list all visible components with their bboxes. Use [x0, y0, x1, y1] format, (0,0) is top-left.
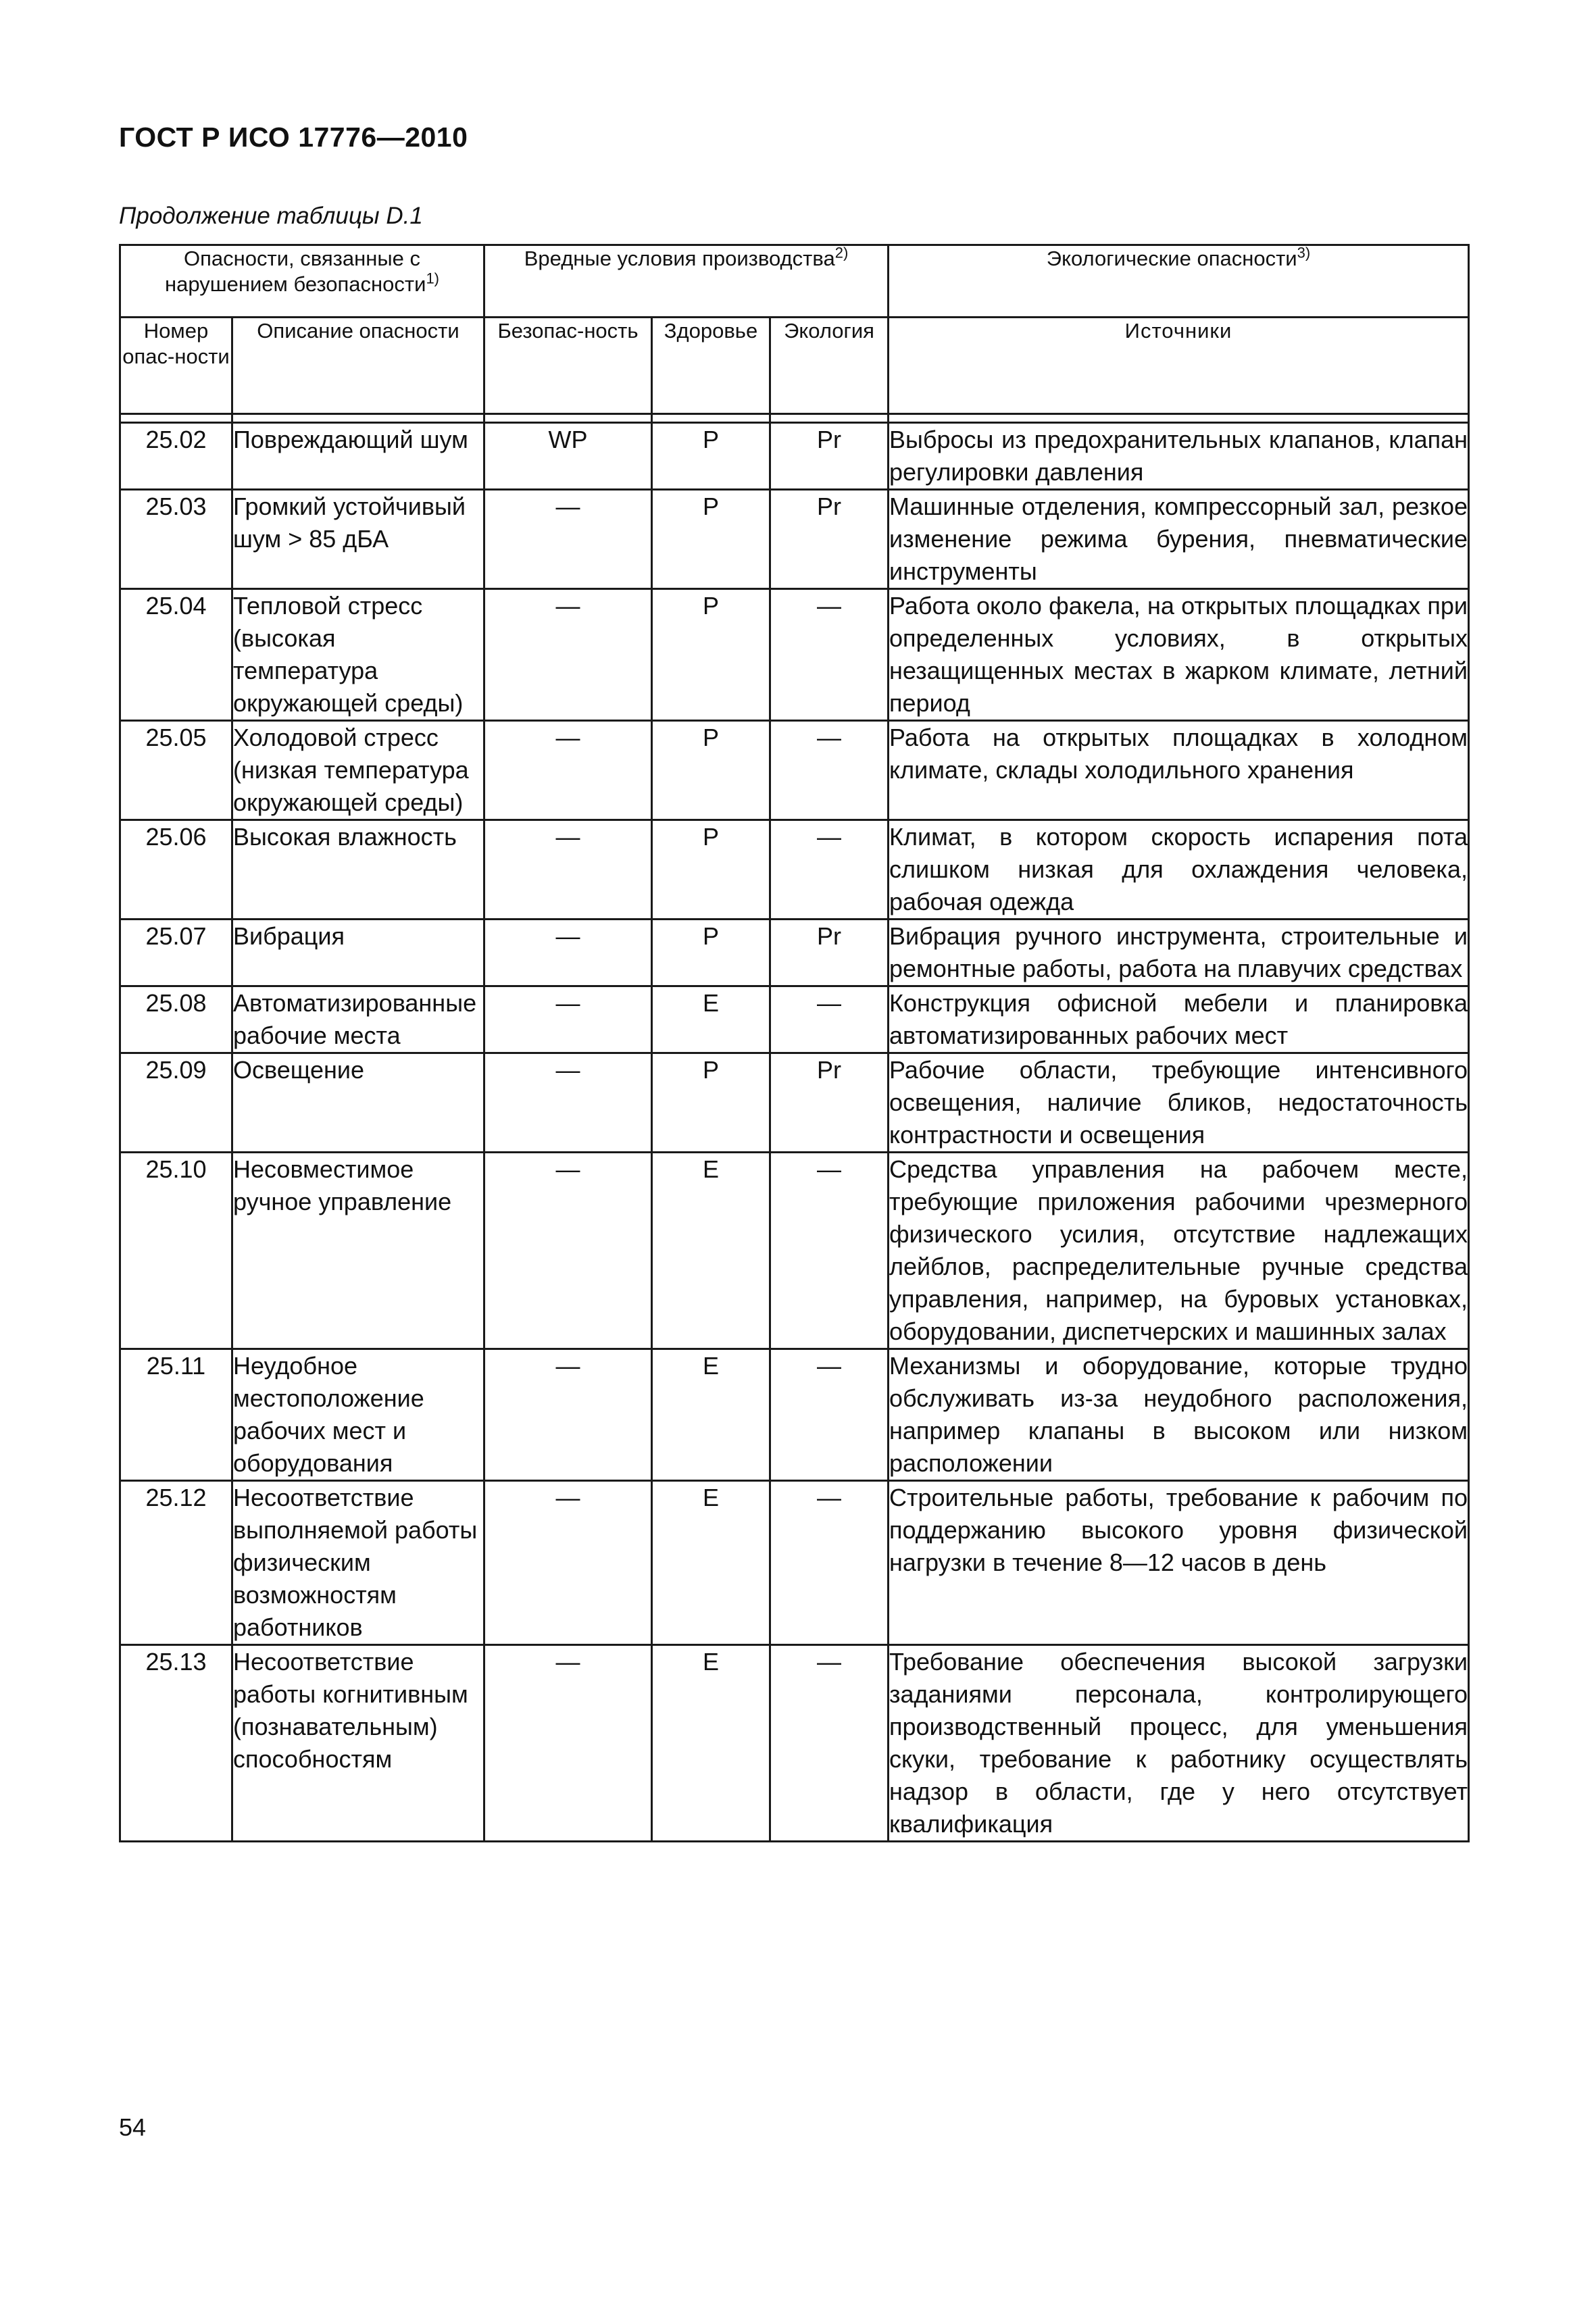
cell-number: 25.06 [120, 820, 232, 920]
cell-description: Неудобное местоположение рабочих мест и оборудования [232, 1349, 484, 1481]
cell-safety: — [484, 986, 652, 1053]
cell-ecology: — [770, 721, 889, 820]
header-group-eco [889, 245, 1469, 318]
cell-description: Громкий устойчивый шум > 85 дБА [232, 490, 484, 589]
cell-sources: Машинные отделения, компрессорный зал, резкое изменение режима бурения, пневматические инструменты [889, 490, 1469, 589]
cell-safety: — [484, 820, 652, 920]
cell-ecology: Pr [770, 1053, 889, 1153]
cell-sources: Вибрация ручного инструмента, строительные и ремонтные работы, работа на плавучих средствах [889, 920, 1469, 986]
cell-number: 25.08 [120, 986, 232, 1053]
header-spacer-row [120, 414, 1469, 423]
document-header: ГОСТ Р ИСО 17776—2010 [119, 122, 468, 153]
cell-safety: — [484, 721, 652, 820]
cell-health: E [652, 986, 770, 1053]
cell-health: E [652, 1349, 770, 1481]
cell-ecology: — [770, 1481, 889, 1645]
header-safety: Безопас-ность [484, 318, 652, 414]
footnote-marker: 2) [834, 244, 849, 261]
cell-safety: — [484, 1349, 652, 1481]
cell-sources: Работа на открытых площадках в холодном климате, склады холодильного хранения [889, 721, 1469, 820]
cell-ecology: — [770, 1645, 889, 1842]
cell-health: P [652, 721, 770, 820]
cell-health: P [652, 423, 770, 490]
page-number: 54 [119, 2113, 147, 2141]
header-sources: Источники [889, 318, 1469, 414]
cell-number: 25.03 [120, 490, 232, 589]
header-row-columns [120, 318, 1469, 414]
cell-health: P [652, 1053, 770, 1153]
cell-sources: Строительные работы, требование к рабочим по поддержанию высокого уровня физической нагрузки в течение 8—12 часов в день [889, 1481, 1469, 1645]
cell-ecology: Pr [770, 423, 889, 490]
table-row [120, 1349, 1469, 1481]
cell-description: Тепловой стресс (высокая температура окружающей среды) [232, 589, 484, 721]
cell-number: 25.11 [120, 1349, 232, 1481]
table-row [120, 490, 1469, 589]
table-caption: Продолжение таблицы D.1 [119, 203, 423, 229]
cell-health: E [652, 1481, 770, 1645]
cell-description: Несоответствие выполняемой работы физическим возможностям работников [232, 1481, 484, 1645]
table-body [120, 423, 1469, 1842]
cell-sources: Выбросы из предохранительных клапанов, клапан регулировки давления [889, 423, 1469, 490]
cell-ecology: — [770, 1349, 889, 1481]
cell-safety: — [484, 589, 652, 721]
hazard-table [119, 244, 1470, 1842]
cell-health: P [652, 820, 770, 920]
table-row [120, 589, 1469, 721]
table-row [120, 1153, 1469, 1349]
cell-sources: Климат, в котором скорость испарения пота слишком низкая для охлаждения человека, рабочая одежда [889, 820, 1469, 920]
cell-ecology: Pr [770, 920, 889, 986]
header-number: Номер опас-ности [120, 318, 232, 414]
cell-number: 25.12 [120, 1481, 232, 1645]
cell-sources: Средства управления на рабочем месте, требующие приложения рабочими чрезмерного физического усилия, отсутствие надлежащих лейблов, распределительные ручные средства управления, например, на буровых установках, оборудовании, диспетчерских и машинных залах [889, 1153, 1469, 1349]
cell-number: 25.04 [120, 589, 232, 721]
cell-safety: WP [484, 423, 652, 490]
cell-safety: — [484, 1053, 652, 1153]
cell-description: Холодовой стресс (низкая температура окружающей среды) [232, 721, 484, 820]
cell-sources: Конструкция офисной мебели и планировка автоматизированных рабочих мест [889, 986, 1469, 1053]
footnote-marker: 3) [1297, 244, 1311, 261]
header-group-harmful-label: Вредные условия производства [524, 247, 835, 270]
cell-sources: Механизмы и оборудование, которые трудно обслуживать из-за неудобного расположения, например клапаны в высоком или низком расположении [889, 1349, 1469, 1481]
cell-safety: — [484, 1153, 652, 1349]
cell-number: 25.13 [120, 1645, 232, 1842]
cell-number: 25.10 [120, 1153, 232, 1349]
cell-ecology: Pr [770, 490, 889, 589]
cell-health: P [652, 589, 770, 721]
cell-health: E [652, 1645, 770, 1842]
footnote-marker: 1) [426, 270, 439, 287]
table-row [120, 721, 1469, 820]
cell-number: 25.07 [120, 920, 232, 986]
table-row [120, 423, 1469, 490]
cell-health: E [652, 1153, 770, 1349]
header-description: Описание опасности [232, 318, 484, 414]
table-row [120, 820, 1469, 920]
cell-ecology: — [770, 589, 889, 721]
table-row [120, 1053, 1469, 1153]
header-group-harmful [484, 245, 889, 318]
header-health: Здоровье [652, 318, 770, 414]
cell-sources: Рабочие области, требующие интенсивного освещения, наличие бликов, недостаточность контрастности и освещения [889, 1053, 1469, 1153]
cell-number: 25.05 [120, 721, 232, 820]
cell-description: Повреждающий шум [232, 423, 484, 490]
cell-number: 25.02 [120, 423, 232, 490]
header-group-safety-label: Опасности, связанные с нарушением безопасности [164, 247, 426, 296]
cell-health: P [652, 920, 770, 986]
table-row [120, 986, 1469, 1053]
header-ecology: Экология [770, 318, 889, 414]
cell-ecology: — [770, 1153, 889, 1349]
cell-safety: — [484, 1645, 652, 1842]
table-row [120, 1645, 1469, 1842]
header-group-safety [120, 245, 484, 318]
cell-description: Освещение [232, 1053, 484, 1153]
cell-safety: — [484, 1481, 652, 1645]
cell-number: 25.09 [120, 1053, 232, 1153]
header-row-groups [120, 245, 1469, 318]
header-group-eco-label: Экологические опасности [1046, 247, 1297, 270]
cell-health: P [652, 490, 770, 589]
table-row [120, 920, 1469, 986]
cell-ecology: — [770, 820, 889, 920]
table-row [120, 1481, 1469, 1645]
cell-ecology: — [770, 986, 889, 1053]
cell-sources: Работа около факела, на открытых площадках при определенных условиях, в открытых незащищенных местах в жарком климате, летний период [889, 589, 1469, 721]
cell-safety: — [484, 920, 652, 986]
cell-description: Вибрация [232, 920, 484, 986]
cell-description: Высокая влажность [232, 820, 484, 920]
cell-description: Автоматизированные рабочие места [232, 986, 484, 1053]
cell-sources: Требование обеспечения высокой загрузки заданиями персонала, контролирующего производственный процесс, для уменьшения скуки, требование к работнику осуществлять надзор в области, где у него отсутствует квалификация [889, 1645, 1469, 1842]
cell-description: Несовместимое ручное управление [232, 1153, 484, 1349]
cell-description: Несоответствие работы когнитивным (познавательным) способностям [232, 1645, 484, 1842]
cell-safety: — [484, 490, 652, 589]
